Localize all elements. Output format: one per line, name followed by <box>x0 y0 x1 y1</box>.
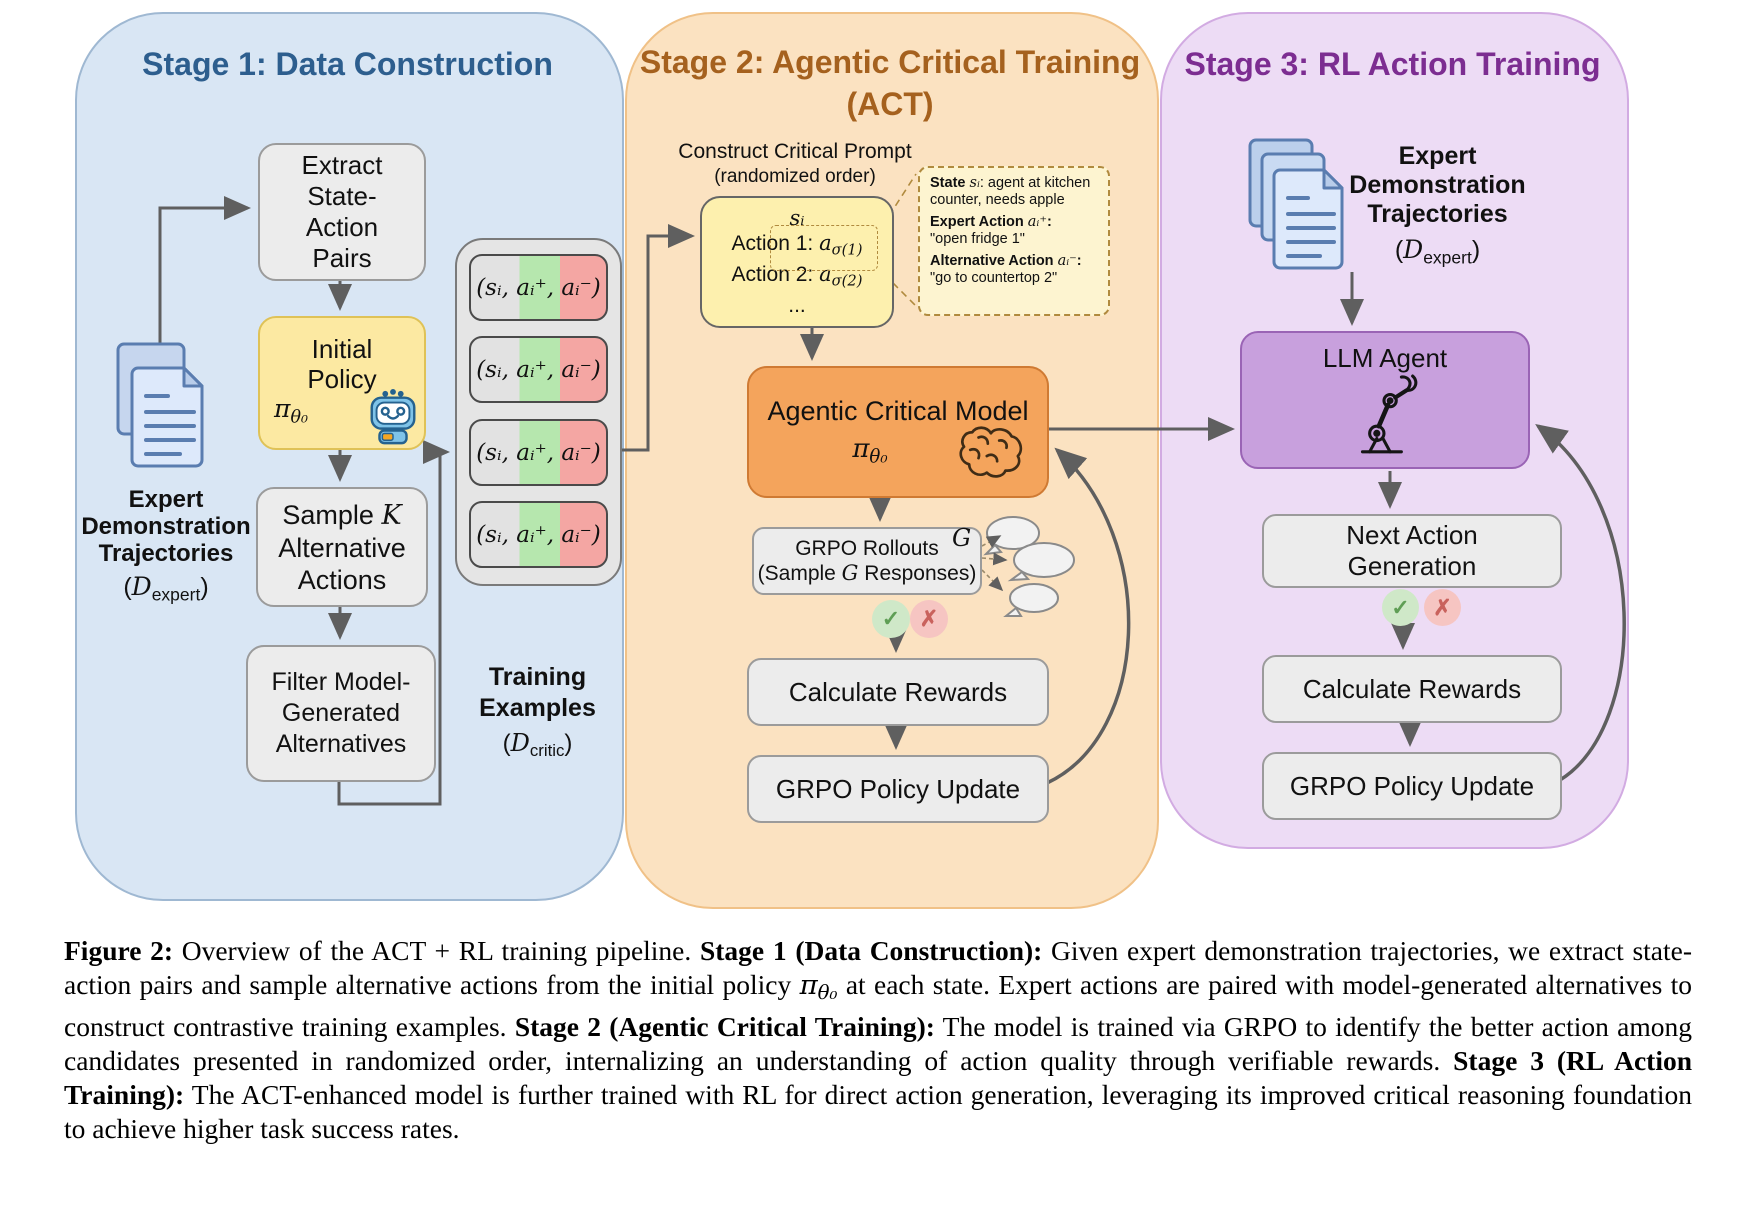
box-line: Generated <box>281 699 401 727</box>
box-line: Filter Model- <box>271 668 411 696</box>
randomized-order-label: (randomized order) <box>714 166 876 187</box>
dataset-symbol: $(D_{expert})$ <box>1394 235 1481 268</box>
dataset-symbol: $(D_{expert})$ <box>123 572 209 605</box>
cross-icon: ✗ <box>910 600 948 638</box>
policy-symbol: $\pi_{\theta_0}$ <box>852 434 888 468</box>
brain-icon <box>955 424 1031 484</box>
label-line: Demonstration <box>81 513 251 540</box>
policy-symbol: $\pi_{\theta_0}$ <box>274 393 308 428</box>
box-line: Actions <box>297 564 387 595</box>
box-line: GRPO Rollouts <box>795 537 939 560</box>
stage2-title-line1: Stage 2: Agentic Critical Training <box>639 44 1141 80</box>
grpo-policy-update-box-stage2: GRPO Policy Update <box>747 755 1049 823</box>
label-line: Trajectories <box>1367 200 1508 228</box>
grpo-policy-update-box-stage3: GRPO Policy Update <box>1262 752 1562 820</box>
check-icon: ✓ <box>872 600 910 638</box>
calculate-rewards-box-stage2: Calculate Rewards <box>747 658 1049 726</box>
box-line: Agentic Critical Model <box>767 396 1029 427</box>
box-line: Policy <box>307 363 377 394</box>
expert-trajectories-label-stage3 <box>1330 142 1545 272</box>
box-line: Initial <box>311 333 373 364</box>
next-action-generation-box <box>1262 514 1562 588</box>
box-line: LLM Agent <box>1322 343 1448 373</box>
check-icon: ✓ <box>1382 589 1419 626</box>
box-line: Extract <box>301 150 383 180</box>
initial-policy-box <box>258 316 426 450</box>
box-line: Generation <box>1347 551 1477 581</box>
box-line: State- <box>307 181 377 211</box>
action1-line: Action 1: $a_{\sigma(1)}$ <box>731 230 863 258</box>
label-line: Training <box>488 663 587 691</box>
box-line: (Sample G Responses) <box>757 561 977 585</box>
robot-arm-icon <box>1342 374 1428 460</box>
cross-icon: ✗ <box>1424 589 1461 626</box>
construct-prompt-label: Construct Critical Prompt <box>678 140 912 163</box>
grpo-rollouts-box <box>752 527 982 595</box>
group-size-symbol: G <box>952 524 972 552</box>
box-line: Next Action <box>1346 520 1478 550</box>
training-examples-label <box>455 662 620 766</box>
box-line: Sample K <box>282 499 402 531</box>
box-line: Pairs <box>312 243 372 273</box>
training-tuple: (sᵢ, aᵢ⁺, aᵢ⁻) <box>469 501 608 568</box>
llm-agent-box <box>1240 331 1530 469</box>
label-line: Demonstration <box>1349 171 1526 199</box>
annotation-state: State sᵢ: agent at kitchen counter, needs apple <box>930 175 1091 208</box>
box-line: Action <box>305 212 379 242</box>
ellipsis-line: ... <box>788 294 806 318</box>
example-annotation-box <box>918 166 1110 316</box>
annotation-alt-value: "go to countertop 2" <box>930 270 1058 286</box>
action1-highlight-outline <box>770 225 878 271</box>
label-line: Trajectories <box>98 540 234 567</box>
action2-line: Action 2: $a_{\sigma(2)}$ <box>731 262 863 290</box>
annotation-expert-value: "open fridge 1" <box>930 231 1025 247</box>
label-line: Expert <box>1398 142 1477 170</box>
training-tuple: (sᵢ, aᵢ⁺, aᵢ⁻) <box>469 254 608 321</box>
training-tuple: (sᵢ, aᵢ⁺, aᵢ⁻) <box>469 419 608 486</box>
box-line: Alternatives <box>275 730 407 758</box>
label-line: Expert <box>128 486 204 513</box>
agentic-critical-model-box <box>747 366 1049 498</box>
label-line: Examples <box>479 694 596 722</box>
dataset-symbol: $(D_{critic})$ <box>502 729 573 761</box>
calculate-rewards-box-stage3: Calculate Rewards <box>1262 655 1562 723</box>
expert-trajectories-label <box>70 486 262 608</box>
annotation-expert-action: Expert Action aᵢ⁺: <box>930 214 1052 230</box>
stage1-title: Stage 1: Data Construction <box>142 46 553 82</box>
annotation-alt-action: Alternative Action aᵢ⁻: <box>930 253 1082 269</box>
extract-state-action-box <box>258 143 426 281</box>
stage3-title: Stage 3: RL Action Training <box>1184 46 1601 82</box>
state-symbol: sᵢ <box>789 205 805 230</box>
filter-alternatives-box <box>246 645 436 782</box>
robot-icon <box>364 388 422 448</box>
box-line: Alternative <box>278 532 406 563</box>
documents-icon <box>1246 138 1350 274</box>
training-tuple: (sᵢ, aᵢ⁺, aᵢ⁻) <box>469 336 608 403</box>
figure-caption: Figure 2: Overview of the ACT + RL training pipeline. Stage 1 (Data Construction): Given expert demonstration trajectories, we extract state-action pairs and sample alternative actions from the initial policy πθ₀ at each state. Expert actions are paired with model-generated alternatives to construct contrastive training examples. Stage 2 (Agentic Critical Training): The model is trained via GRPO to identify the better action among candidates presented in randomized order, internalizing an understanding of action quality through verifiable rewards. Stage 3 (RL Action Training): The ACT-enhanced model is further trained with RL for direct action generation, leveraging its improved critical reasoning foundation to achieve higher task success rates. <box>64 935 1693 1144</box>
documents-icon <box>110 340 214 472</box>
stage2-title-line2: (ACT) <box>846 86 934 122</box>
sample-alternatives-box <box>256 487 428 607</box>
